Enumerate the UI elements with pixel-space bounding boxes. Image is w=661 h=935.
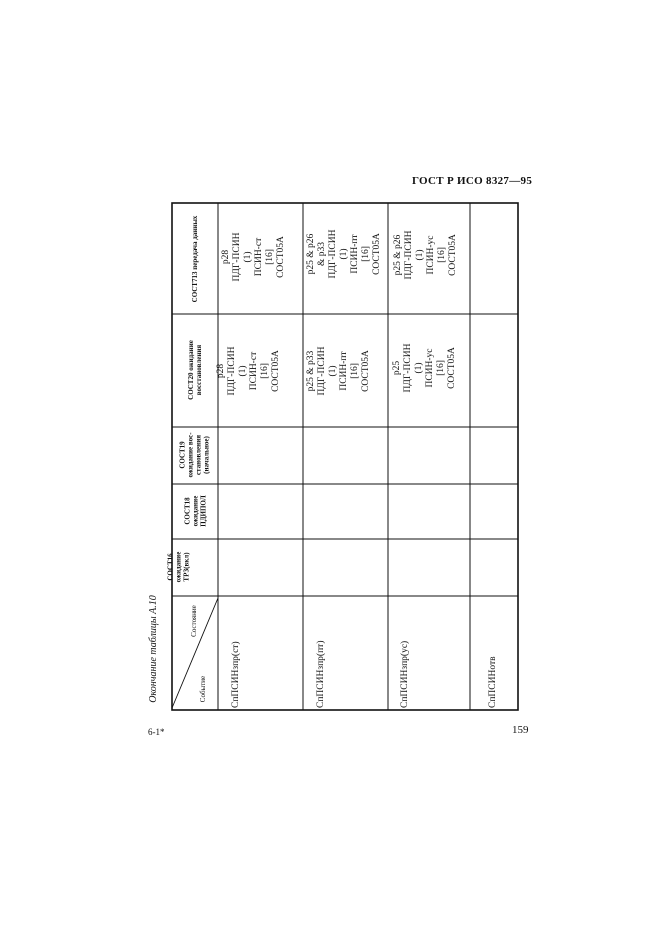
table-cell: p28 ПДГ-ПСИН (1) ПСИН-ст [16] СОСТ05А — [216, 346, 281, 396]
table-cell: p25 & p26 ПДГ-ПСИН (1) ПСИН-ус [16] СОСТ05А — [393, 230, 458, 280]
column-header-1: СОСТ16 ожидание ТРЗ(вкл) — [166, 551, 191, 583]
column-header-4: СОСТ20 ожидание восстановления — [187, 340, 203, 400]
column-header-2: СОСТ18 ожидание ПДИПОЛ — [183, 495, 208, 527]
page-number: 159 — [512, 724, 529, 736]
table-cell: p25 & p33 ПДГ-ПСИН (1) ПСИН-пт [16] СОСТ05А — [306, 346, 371, 396]
table-cell: p25 ПДГ-ПСИН (1) ПСИН-ус [16] СОСТ05А — [392, 343, 457, 393]
standard-header: ГОСТ Р ИСО 8327—95 — [412, 175, 533, 187]
table-cell: p28 ПДГ-ПСИН (1) ПСИН-ст [16] СОСТ05А — [221, 232, 286, 282]
table-caption: Окончание таблицы А.10 — [147, 595, 159, 703]
column-header-3: СОСТ19 ожидание вос-становления (начальное) — [178, 432, 211, 478]
event-label-2: СпПСИНзпр(пт) — [316, 640, 326, 708]
table-cell: p25 & p26 & p33 ПДГ-ПСИН (1) ПСИН-пт [16] СОСТ05А — [305, 229, 382, 279]
event-label-4: СпПСИНотв — [488, 656, 498, 708]
footer-mark: 6-1* — [148, 727, 165, 737]
event-label-1: СпПСИНзпр(ст) — [231, 641, 241, 708]
corner-event-label: Событие — [199, 675, 207, 703]
column-header-5: СОСТ713 передача данных — [191, 215, 199, 303]
corner-state-label: Состояние — [190, 605, 198, 637]
event-label-3: СпПСИНзпр(ус) — [400, 640, 410, 708]
